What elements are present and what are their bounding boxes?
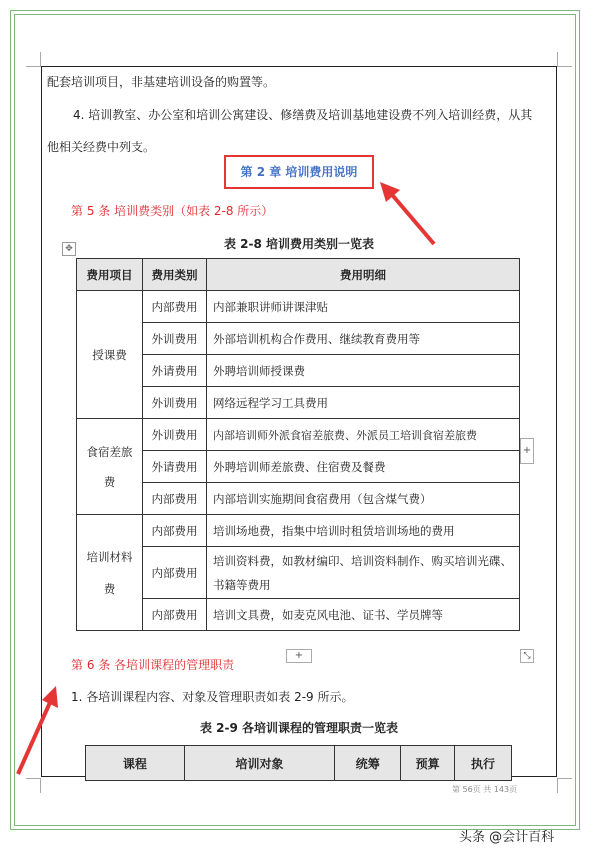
header-cell: 课程 <box>86 746 185 781</box>
category-cell: 内部费用 <box>143 547 207 599</box>
header-cell: 费用项目 <box>77 259 143 291</box>
project-cell <box>77 515 143 631</box>
body-line: 他相关经费中列支。 <box>47 140 156 154</box>
header-cell: 执行 <box>455 746 512 781</box>
project-line: 食宿差旅 <box>86 444 133 459</box>
table-move-handle-icon[interactable]: ✥ <box>62 242 76 256</box>
annotation-arrow-icon <box>14 682 64 778</box>
body-line: 配套培训项目，非基建培训设备的购置等。 <box>47 75 276 89</box>
table-row <box>77 291 520 323</box>
table-header-row <box>77 259 520 291</box>
crop-mark <box>557 778 572 793</box>
table-row <box>77 515 520 547</box>
article-5-heading: 第 5 条 培训费类别（如表 2-8 所示） <box>71 204 274 218</box>
header-cell: 预算 <box>401 746 455 781</box>
header-cell: 费用明细 <box>207 259 520 291</box>
table-row <box>77 483 520 515</box>
category-cell: 外请费用 <box>143 451 207 483</box>
detail-cell: 外部培训机构合作费用、继续教育费用等 <box>207 323 520 355</box>
chapter-title-highlight <box>224 155 374 189</box>
add-row-plus-icon[interactable]: + <box>286 649 312 663</box>
header-cell: 费用类别 <box>143 259 207 291</box>
body-line: 4. 培训教室、办公室和培训公寓建设、修缮费及培训基地建设费不列入培训经费，从其 <box>73 108 533 122</box>
table-row <box>77 599 520 631</box>
detail-cell: 外聘培训师授课费 <box>207 355 520 387</box>
project-cell: 授课费 <box>77 291 143 419</box>
annotation-arrow-icon <box>370 180 440 250</box>
category-cell: 内部费用 <box>143 515 207 547</box>
table-row <box>77 547 520 599</box>
detail-line: 培训资料费，如教材编印、培训资料制作、购买培训光碟、 <box>213 553 512 568</box>
table-resize-icon[interactable]: ⤡ <box>520 649 534 663</box>
crop-mark <box>26 778 41 793</box>
list-item-1: 1. 各培训课程内容、对象及管理职责如表 2-9 所示。 <box>71 690 354 704</box>
project-line: 培训材料 <box>86 549 133 564</box>
crop-mark <box>557 52 572 67</box>
course-responsibility-table <box>85 745 512 781</box>
table-1-caption: 表 2-8 培训费用类别一览表 <box>223 237 375 251</box>
table-row <box>77 451 520 483</box>
add-column-plus-icon[interactable]: + <box>520 438 534 464</box>
article-6-heading: 第 6 条 各培训课程的管理职责 <box>71 658 235 672</box>
detail-cell: 外聘培训师差旅费、住宿费及餐费 <box>207 451 520 483</box>
table-row <box>77 323 520 355</box>
table-row <box>77 387 520 419</box>
category-cell: 外训费用 <box>143 419 207 451</box>
category-cell: 外训费用 <box>143 323 207 355</box>
category-cell: 内部费用 <box>143 291 207 323</box>
detail-cell: 培训文具费，如麦克风电池、证书、学员牌等 <box>207 599 520 631</box>
table-row <box>77 419 520 451</box>
cost-category-table <box>76 258 520 631</box>
table-row <box>77 355 520 387</box>
project-line: 费 <box>103 474 116 489</box>
header-cell: 培训对象 <box>184 746 335 781</box>
chapter-title: 第 2 章 培训费用说明 <box>240 165 358 179</box>
category-cell: 外训费用 <box>143 387 207 419</box>
watermark: 头条 @会计百科 <box>459 830 555 845</box>
detail-cell <box>207 547 520 599</box>
detail-cell: 内部兼职讲师讲课津贴 <box>207 291 520 323</box>
table-header-row <box>86 746 512 781</box>
detail-cell: 内部培训师外派食宿差旅费、外派员工培训食宿差旅费 <box>207 419 520 451</box>
category-cell: 外请费用 <box>143 355 207 387</box>
detail-line: 书籍等费用 <box>213 577 271 592</box>
crop-mark <box>26 52 41 67</box>
page-number: 第 56页 共 143页 <box>452 785 518 794</box>
category-cell: 内部费用 <box>143 483 207 515</box>
detail-cell: 培训场地费，指集中培训时租赁培训场地的费用 <box>207 515 520 547</box>
table-2-caption: 表 2-9 各培训课程的管理职责一览表 <box>199 721 399 735</box>
detail-cell: 网络远程学习工具费用 <box>207 387 520 419</box>
project-cell <box>77 419 143 515</box>
header-cell: 统筹 <box>335 746 401 781</box>
category-cell: 内部费用 <box>143 599 207 631</box>
detail-cell: 内部培训实施期间食宿费用（包含煤气费） <box>207 483 520 515</box>
project-line: 费 <box>103 581 116 596</box>
